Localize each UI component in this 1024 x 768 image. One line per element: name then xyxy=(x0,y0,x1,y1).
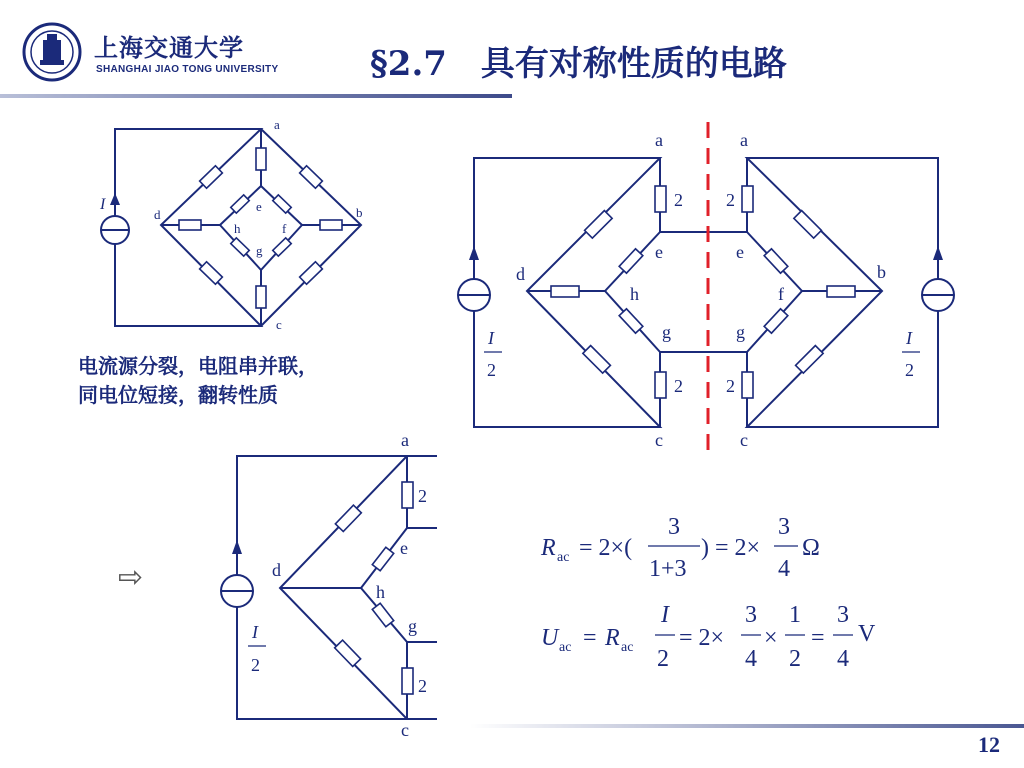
node-label-h: h xyxy=(376,582,385,602)
node-label-b: b xyxy=(356,205,363,220)
res-value-ae-left: 2 xyxy=(674,190,683,210)
res-value-gc-right: 2 xyxy=(726,376,735,396)
node-label-h: h xyxy=(630,284,639,304)
note-line-2: 同电位短接，翻转性质 xyxy=(78,383,278,407)
res-value-gc: 2 xyxy=(418,676,427,696)
university-name-cn: 上海交通大学 xyxy=(94,33,244,62)
node-label-e: e xyxy=(400,538,408,558)
transform-arrow-icon: ⇨ xyxy=(118,560,144,595)
node-label-e-left: e xyxy=(655,242,663,262)
node-label-g: g xyxy=(408,616,417,636)
eq2-frac1-den: 2 xyxy=(657,646,669,672)
res-value-ae-right: 2 xyxy=(726,190,735,210)
equation-u-ac xyxy=(541,602,853,672)
equation-r-ac xyxy=(540,514,820,582)
eq1-frac1-num: 3 xyxy=(668,514,680,540)
eq1-expr-a: = 2×( xyxy=(579,535,633,561)
title-underline xyxy=(0,94,512,98)
note-line-1: 电流源分裂，电阻串并联， xyxy=(78,354,318,378)
right-source-num: I xyxy=(906,328,912,348)
node-label-c: c xyxy=(276,317,282,332)
circuit-original xyxy=(90,115,390,340)
eq2-lhs: U xyxy=(541,625,559,651)
eq2-times: × xyxy=(764,625,778,651)
node-label-c-left: c xyxy=(655,430,663,450)
university-name-en: SHANGHAI JIAO TONG UNIVERSITY xyxy=(96,64,279,75)
footer-rule xyxy=(470,724,1024,728)
eq2-eq2: = xyxy=(811,625,825,651)
equations xyxy=(535,508,865,683)
node-label-d: d xyxy=(272,560,281,580)
left-source-den: 2 xyxy=(487,360,496,380)
node-label-e: e xyxy=(256,199,262,214)
node-label-c: c xyxy=(401,720,409,740)
page-number: 12 xyxy=(978,732,1000,757)
eq2-expr-a: = 2× xyxy=(679,625,725,651)
source-den: 2 xyxy=(251,655,260,675)
node-label-a-left: a xyxy=(655,130,663,150)
node-label-f: f xyxy=(778,284,784,304)
node-label-g-right: g xyxy=(736,322,745,342)
eq1-frac2-den: 4 xyxy=(778,556,790,582)
eq1-frac2-num: 3 xyxy=(778,514,790,540)
node-label-d: d xyxy=(516,264,525,284)
res-value-ae: 2 xyxy=(418,486,427,506)
eq2-lhs-sub: ac xyxy=(559,640,572,655)
node-label-e-right: e xyxy=(736,242,744,262)
slide-title: §2.7 具有对称性质的电路 xyxy=(370,44,787,84)
eq2-frac2-num: 3 xyxy=(745,602,757,628)
node-label-h: h xyxy=(234,221,241,236)
node-label-b: b xyxy=(877,262,886,282)
eq1-frac1-den: 1+3 xyxy=(649,556,687,582)
eq1-unit: Ω xyxy=(802,535,820,561)
circuit-split xyxy=(450,120,970,460)
node-label-c-right: c xyxy=(740,430,748,450)
eq2-frac1-num: I xyxy=(661,602,669,628)
method-note xyxy=(78,352,438,410)
node-label-a: a xyxy=(274,117,280,132)
node-label-g: g xyxy=(256,243,263,258)
eq2-unit: V xyxy=(858,621,876,647)
eq1-expr-b: ) = 2× xyxy=(701,535,761,561)
source-label: I xyxy=(100,196,106,213)
eq1-lhs-sub: ac xyxy=(557,550,570,565)
university-emblem-icon xyxy=(22,22,82,82)
eq2-frac4-den: 4 xyxy=(837,646,849,672)
right-source-den: 2 xyxy=(905,360,914,380)
res-value-gc-left: 2 xyxy=(674,376,683,396)
eq2-frac3-num: 1 xyxy=(789,602,801,628)
eq2-r: R xyxy=(605,625,620,651)
left-source-num: I xyxy=(488,328,494,348)
eq2-frac4-num: 3 xyxy=(837,602,849,628)
node-label-a: a xyxy=(401,430,409,450)
source-num: I xyxy=(252,622,258,642)
node-label-g-left: g xyxy=(662,322,671,342)
eq2-eq: = xyxy=(583,625,597,651)
eq2-r-sub: ac xyxy=(621,640,634,655)
node-label-a-right: a xyxy=(740,130,748,150)
node-label-d: d xyxy=(154,207,161,222)
eq2-frac3-den: 2 xyxy=(789,646,801,672)
circuit-half xyxy=(210,428,450,743)
eq2-frac2-den: 4 xyxy=(745,646,757,672)
node-label-f: f xyxy=(282,221,287,236)
eq1-lhs: R xyxy=(541,535,556,561)
